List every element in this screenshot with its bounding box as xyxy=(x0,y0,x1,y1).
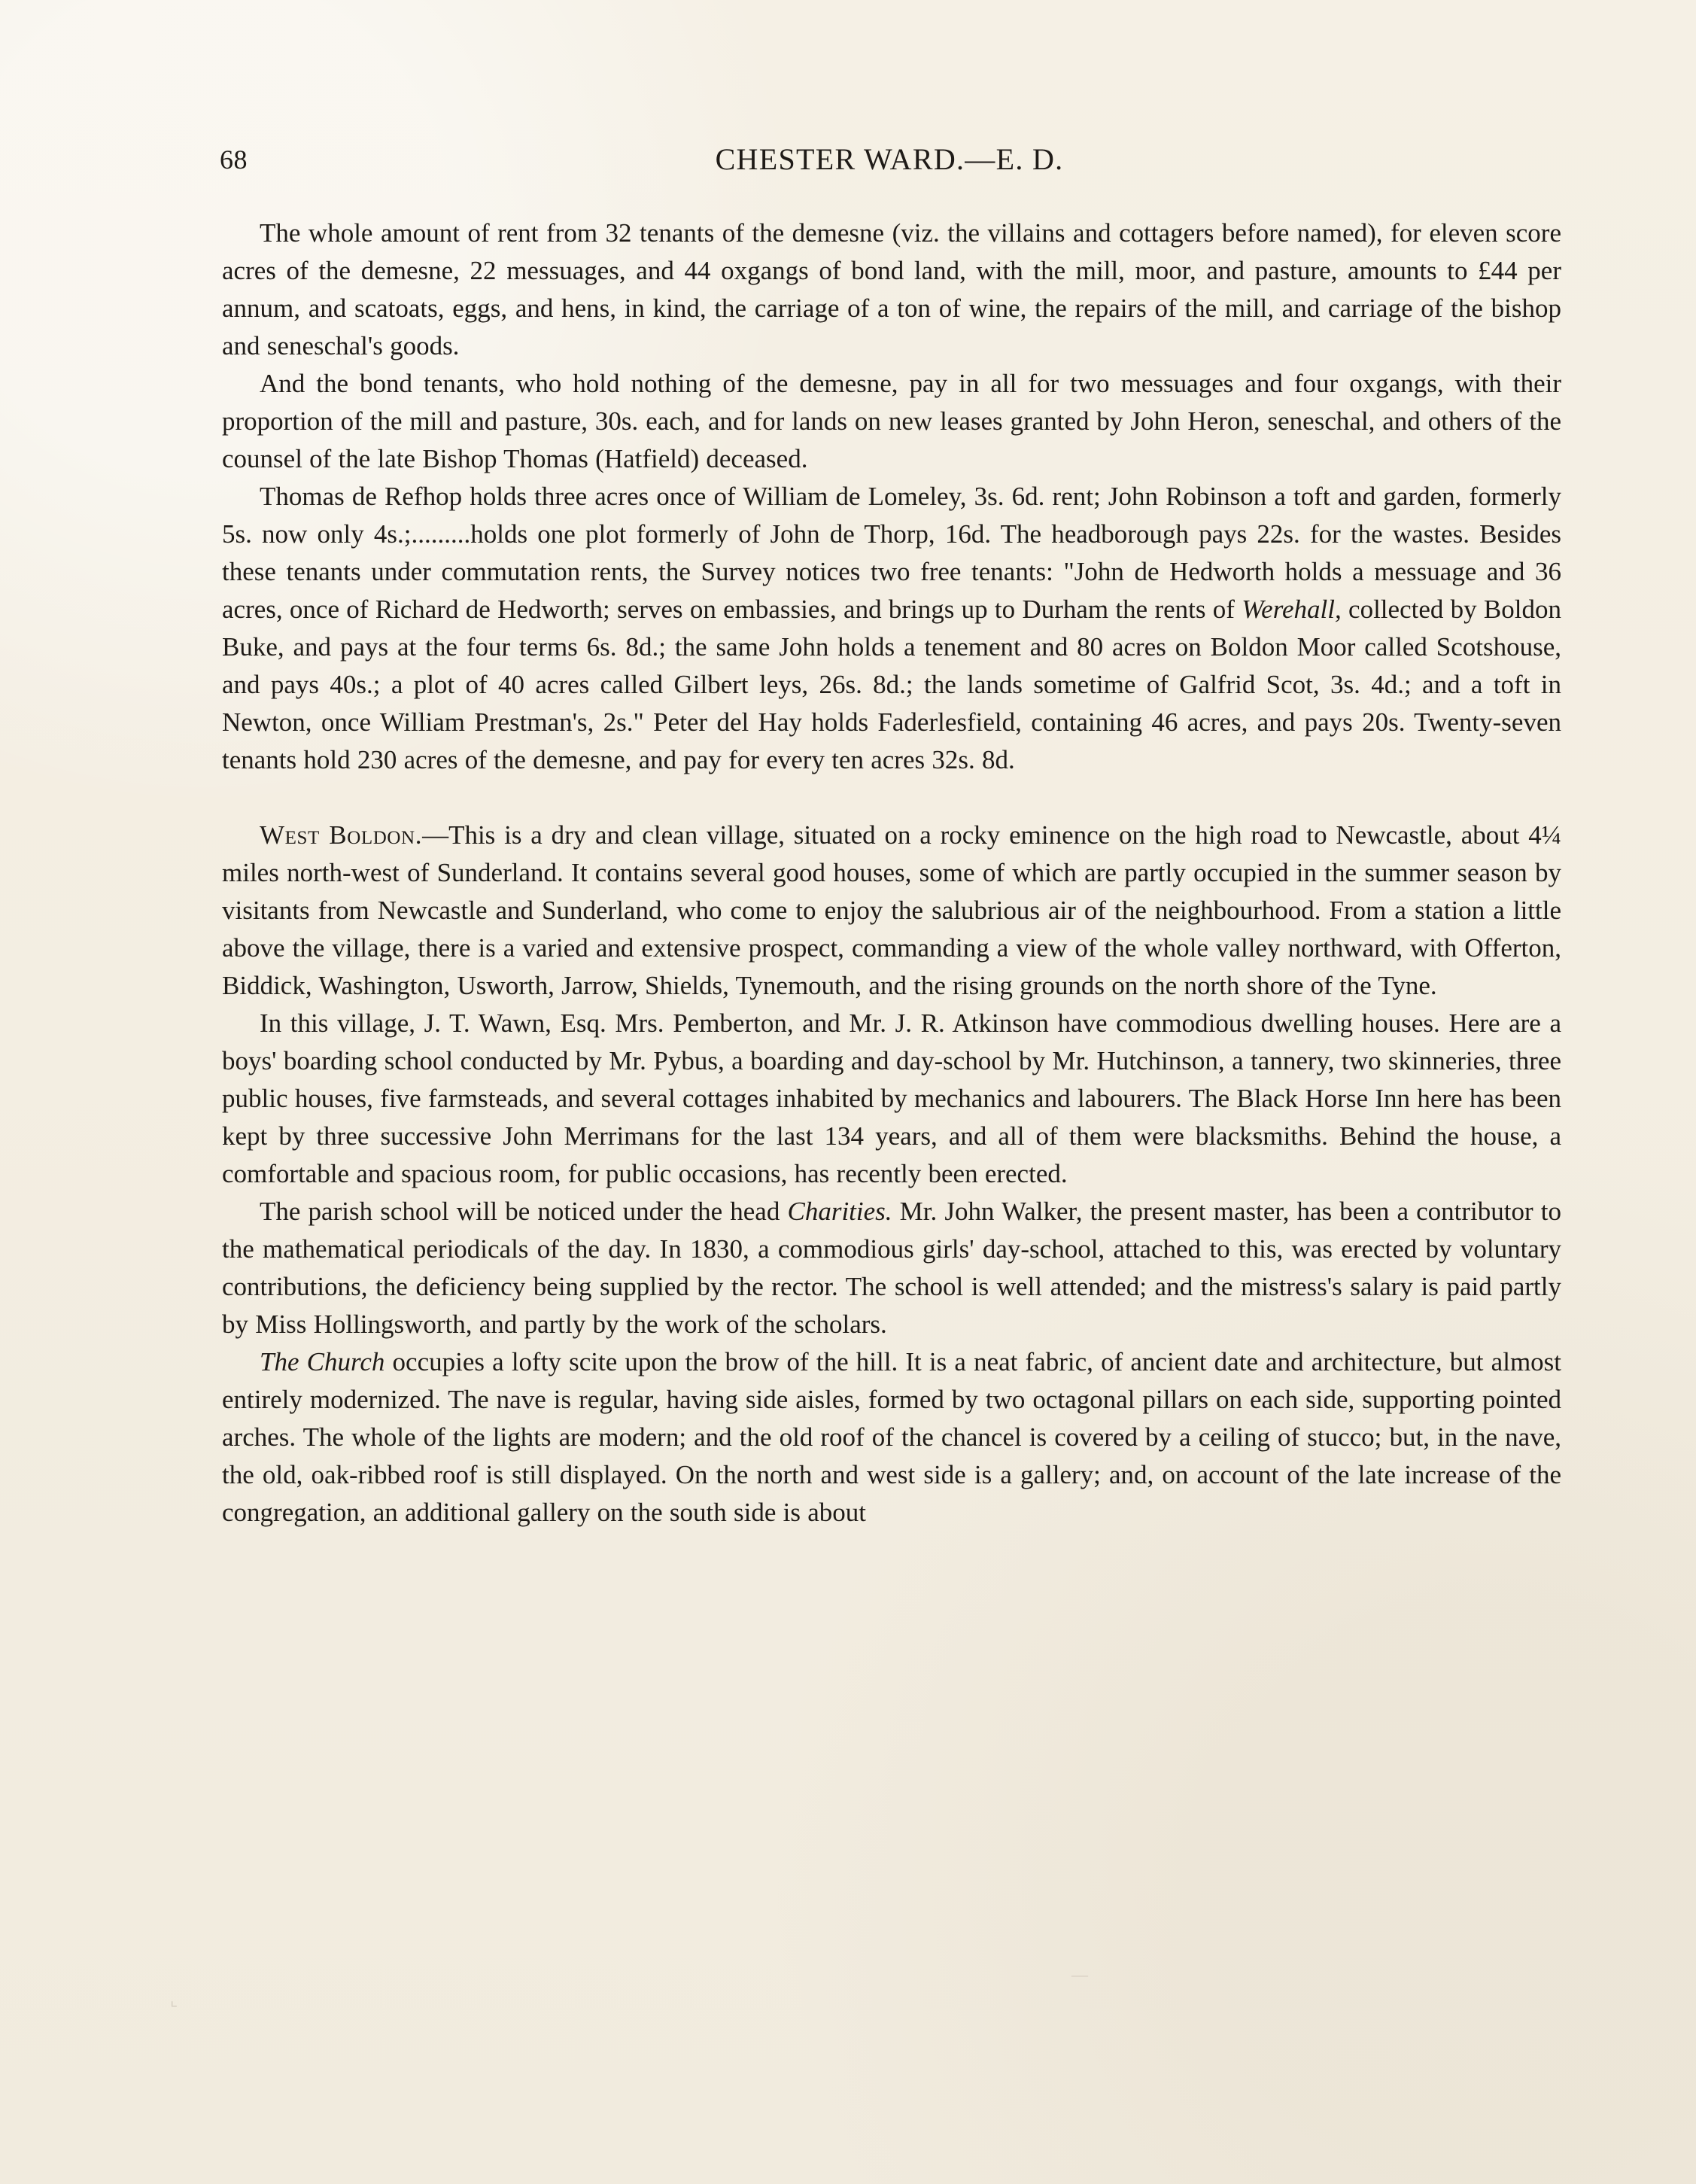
paragraph-village-houses: In this village, J. T. Wawn, Esq. Mrs. Pemberton, and Mr. J. R. Atkinson have commodious dwelling houses. Here are a boys' boarding school conducted by Mr. Pybus, a boarding and day-school by Mr. Hutchinson, a tannery, two skinneries, three public houses, five farmsteads, and several cottages inhabited by mechanics and labourers. The Black Horse Inn here has been kept by three successive John Merrimans for the last 134 years, and all of them were blacksmiths. Behind the house, a comfortable and spacious room, for public occasions, has recently been erected. xyxy=(222,1008,1561,1188)
free-tenants-text: Thomas de Refhop holds three acres once of William de Lomeley, 3s. 6d. rent; John Robinson a toft and garden, formerly 5s. now only 4s.;.........holds one plot formerly of John de Thorp, 16d. The headborough pays 22s. for the wastes. Besides these tenants under commutation rents, the Survey notices two free tenants: "John de Hedworth holds a messuage and 36 acres, once of Richard de Hedworth; serves on embassies, and brings up to Durham the rents of xyxy=(222,482,1561,624)
main-text xyxy=(222,214,1561,1532)
church-text: occupies a lofty scite upon the brow of the hill. It is a neat fabric, of ancient date and architecture, but almost entirely modernized. The nave is regular, having side aisles, formed by two octagonal pillars on each side, supporting pointed arches. The whole of the lights are modern; and the old roof of the chancel is covered by a ceiling of stucco; but, in the nave, the old, oak-ribbed roof is still displayed. On the north and west side is a gallery; and, on account of the late increase of the congregation, an additional gallery on the south side is about xyxy=(222,1347,1562,1527)
paragraph-rent-summary: The whole amount of rent from 32 tenants of the demesne (viz. the villains and cottagers before named), for eleven score acres of the demesne, 22 messuages, and 44 oxgangs of bond land, with the mill, moor, and pasture, amounts to £44 per annum, and scatoats, eggs, and hens, in kind, the carriage of a ton of wine, the repairs of the mill, and carriage of the bishop and seneschal's goods. xyxy=(222,218,1561,360)
page-speck-small: ⌞ xyxy=(170,1991,178,2009)
page-header xyxy=(220,143,1559,185)
running-head: CHESTER WARD.—E. D. xyxy=(715,142,1064,176)
page-number: 68 xyxy=(220,144,248,175)
west-boldon-heading: West Boldon. xyxy=(260,820,423,850)
west-boldon-text: —This is a dry and clean village, situated on a rocky eminence on the high road to Newcastle, about 4¼ miles north-west of Sunderland. It contains several good houses, some of which are partly occupied in the summer season by visitants from Newcastle and Sunderland, who come to enjoy the salubrious air of the neighbourhood. From a station a little above the village, there is a varied and extensive prospect, commanding a view of the whole valley northward, with Offerton, Biddick, Washington, Usworth, Jarrow, Shields, Tynemouth, and the rising grounds on the north shore of the Tyne. xyxy=(222,820,1562,1000)
school-text-start: The parish school will be noticed under the head xyxy=(260,1197,788,1226)
church-italic: The Church xyxy=(260,1347,385,1376)
paragraph-bond-tenants: And the bond tenants, who hold nothing of the demesne, pay in all for two messuages and four oxgangs, with their proportion of the mill and pasture, 30s. each, and for lands on new leases granted by John Heron, seneschal, and others of the counsel of the late Bishop Thomas (Hatfield) deceased. xyxy=(222,369,1561,473)
free-tenants-text-end: collected by Boldon Buke, and pays at the four terms 6s. 8d.; the same John holds a tenement and 80 acres on Boldon Moor called Scotshouse, and pays 40s.; a plot of 40 acres called Gilbert leys, 26s. 8d.; the lands sometime of Galfrid Scot, 3s. 4d.; and a toft in Newton, once William Prestman's, 2s." Peter del Hay holds Faderlesfield, containing 46 acres, and pays 20s. Twenty-seven tenants hold 230 acres of the demesne, and pay for every ten acres 32s. 8d. xyxy=(222,595,1561,774)
werehall-italic: Werehall, xyxy=(1242,595,1342,624)
section-gap xyxy=(222,779,1561,817)
paragraph-west-boldon xyxy=(222,817,1561,1005)
paragraph-free-tenants xyxy=(222,478,1561,779)
paragraph-school xyxy=(222,1193,1561,1343)
paragraph-church xyxy=(222,1343,1561,1532)
page-speck: — xyxy=(1071,1965,1088,1984)
charities-italic: Charities. xyxy=(787,1197,892,1226)
school-text-end: Mr. John Walker, the present master, has been a contributor to the mathematical periodicals of the day. In 1830, a commodious girls' day-school, attached to this, was erected by voluntary contributions, the deficiency being supplied by the rector. The school is well attended; and the mistress's salary is paid partly by Miss Hollingsworth, and partly by the work of the scholars. xyxy=(222,1197,1561,1339)
